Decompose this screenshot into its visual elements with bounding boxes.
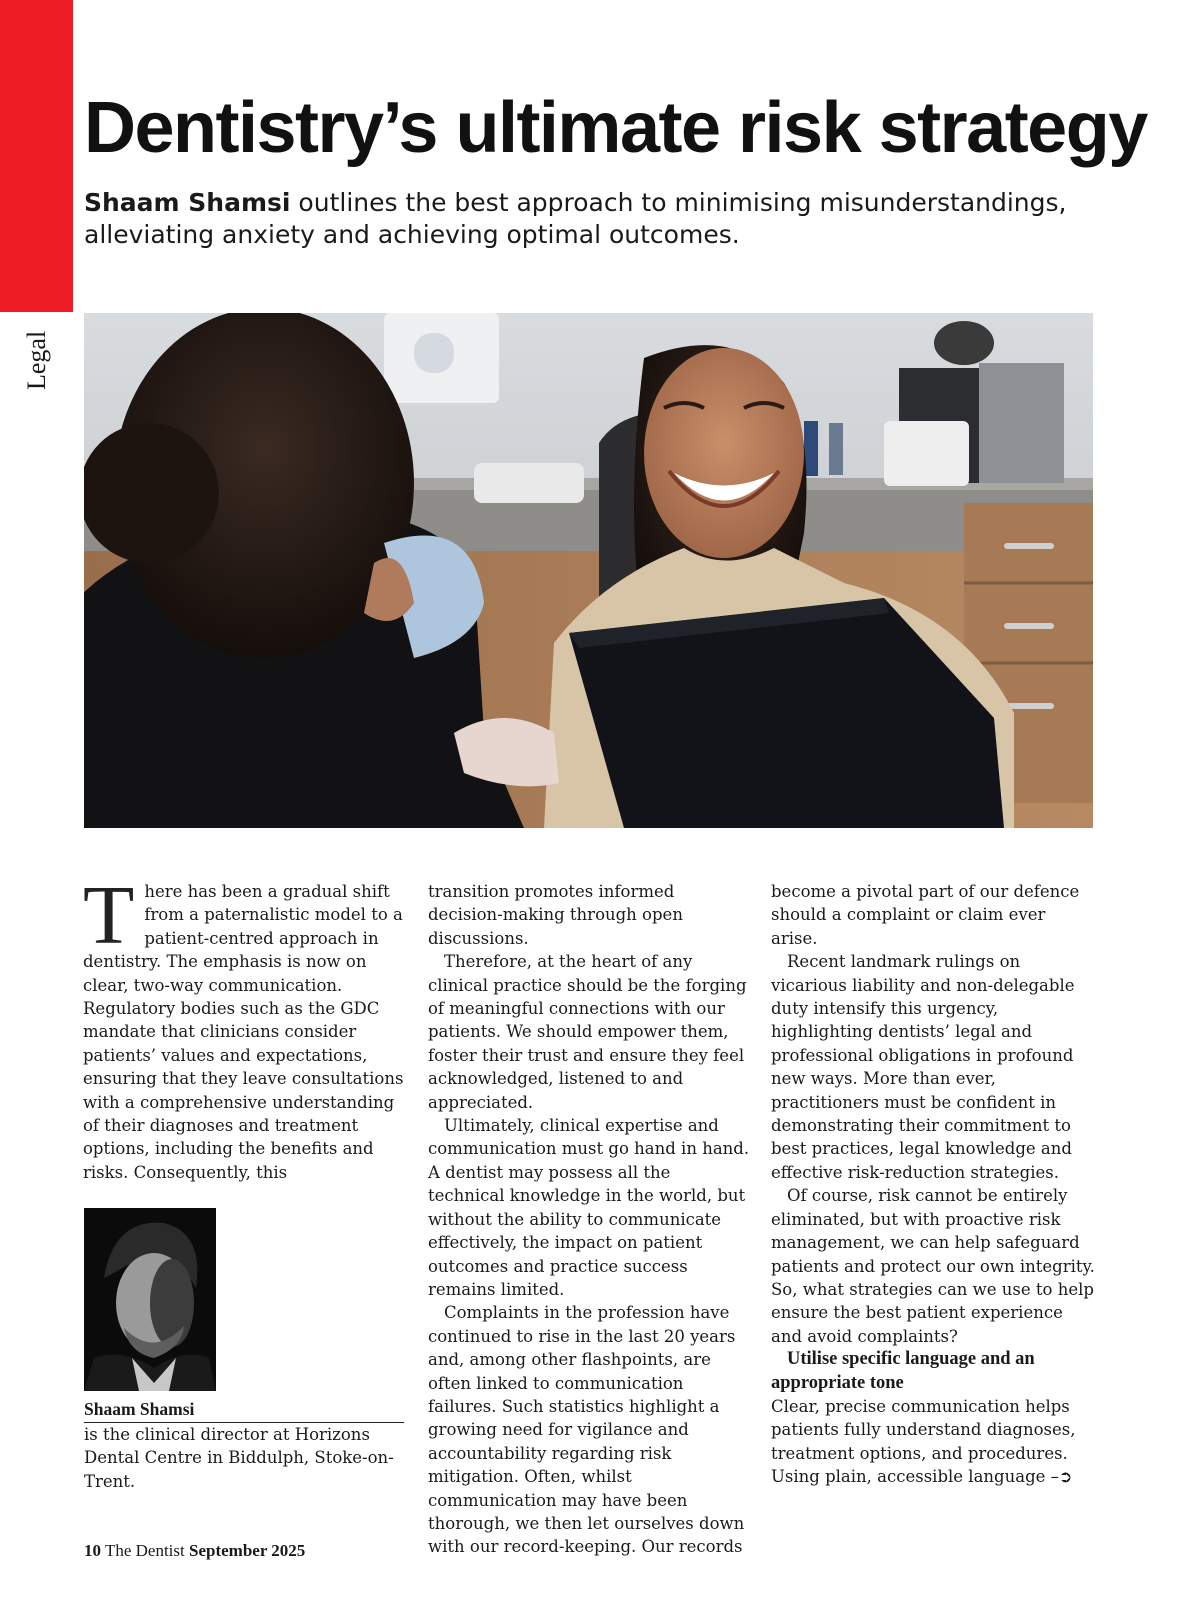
paragraph: Therefore, at the heart of any clinical practice should be the forging of meaningful connections with our patients. We should empower them, foster their trust and ensure they feel acknowledged, listened to and appreciated. [428,952,747,1112]
author-name: Shaam Shamsi [84,1398,404,1423]
article-column-2 [428,880,752,1559]
publication-name: The Dentist [104,1541,185,1560]
hero-image [84,313,1093,828]
paragraph: Complaints in the profession have continued to rise in the last 20 years and, among other flashpoints, are often linked to communication failures. Such statistics highlight a growing need for vigilance and accountability regarding risk mitigation. Often, whilst communication may have been thorough, we then let ourselves down with our record-keeping. Our records [428,1303,745,1557]
dental-patient-photo-icon [84,313,1093,828]
section-label: Legal [22,330,51,390]
paragraph: become a pivotal part of our defence should a complaint or claim ever arise. [771,882,1080,948]
author-photo [84,1208,216,1391]
author-bio: is the clinical director at Horizons Dental Centre in Biddulph, Stoke-on-Trent. [84,1425,394,1491]
section-subhead: Utilise specific language and an appropriate tone [771,1349,1035,1393]
section-color-tab [0,0,73,312]
page-number: 10 [84,1541,101,1560]
page-footer [84,1540,484,1562]
paragraph: Recent landmark rulings on vicarious liability and non-delegable duty intensify this urgency, highlighting dentists’ legal and professional obligations in profound new ways. More than ever, practitioners must be confident in demonstrating their commitment to best practices, legal knowledge and effective risk-reduction strategies. [771,952,1075,1182]
paragraph-text: here has been a gradual shift from a paternalistic model to a patient-centred approach in dentistry. The emphasis is now on clear, two-way communication. Regulatory bodies such as the GDC mandate that clinicians consider patients’ values and expectations, ensuring that they leave consultations with a comprehensive understanding of their diagnoses and treatment options, including the benefits and risks. Consequently, this [83,882,404,1182]
paragraph: transition promotes informed decision-making through open discussions. [428,882,683,948]
article-column-1 [83,869,407,1184]
paragraph: Ultimately, clinical expertise and communication must go hand in hand. A dentist may possess all the technical knowledge in the world, but without the ability to communicate effectively, the impact on patient outcomes and practice success remains limited. [428,1116,750,1299]
issue-date: September 2025 [189,1541,306,1560]
paragraph: Of course, risk cannot be entirely eliminated, but with proactive risk management, we can help safeguard patients and protect our own integrity. So, what strategies can we use to help ensure the best patient experience and avoid complaints? [771,1186,1095,1346]
continue-arrow-icon: ➲ [1058,1467,1073,1487]
author-portrait-icon [84,1208,216,1391]
article-column-3 [771,880,1095,1489]
drop-cap: T [83,869,135,962]
standfirst [84,187,1104,251]
paragraph-text: Clear, precise communication helps patients fully understand diagnoses, treatment options, and procedures. Using plain, accessible language – [771,1396,1076,1487]
paragraph [83,869,407,1184]
standfirst-text: outlines the best approach to minimising misunderstandings, alleviating anxiety and achieving optimal outcomes. [84,188,1067,249]
page-title: Dentistry’s ultimate risk strategy [84,88,1147,168]
paragraph [771,1395,1095,1489]
standfirst-author: Shaam Shamsi [84,188,291,217]
